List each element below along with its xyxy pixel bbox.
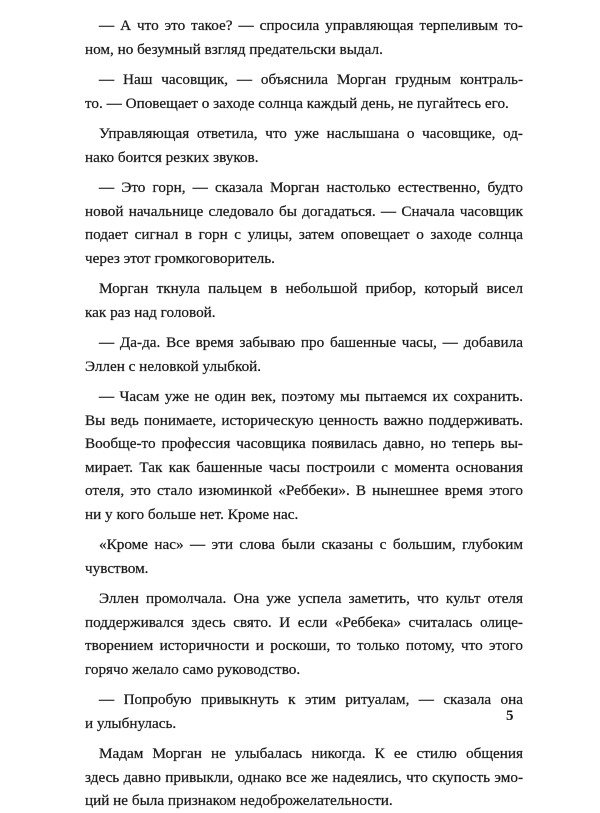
paragraph	[85, 68, 523, 115]
text-line: подает сигнал в горн с улицы, затем оповещает о заходе солнца	[85, 226, 523, 243]
paragraph	[85, 742, 523, 813]
text-line: Эллен с неловкой улыбкой.	[85, 357, 262, 375]
book-page-text	[85, 14, 523, 813]
paragraph	[85, 587, 523, 681]
text-line: — Наш часовщик, — объяснила Морган грудным контраль-	[99, 71, 523, 88]
text-line: Вы ведь понимаете, историческую ценность важно поддерживать.	[85, 411, 523, 429]
text-line: Управляющая ответила, что уже наслышана о часовщике, од-	[99, 125, 523, 142]
text-line: Морган ткнула пальцем в небольшой прибор, который висел	[99, 280, 523, 297]
text-line: и улыбнулась.	[85, 714, 177, 732]
text-line: — Попробую привыкнуть к этим ритуалам, — сказала она	[99, 691, 523, 708]
text-line: творением историчности и роскоши, то только потому, что этого	[85, 637, 523, 654]
text-line: — А что это такое? — спросила управляющая терпеливым то-	[99, 17, 523, 34]
text-line: мирает. Так как башенные часы построили с момента основания	[85, 458, 523, 476]
paragraph	[85, 122, 523, 169]
text-line: «Кроме нас» — эти слова были сказаны с большим, глубоким	[99, 536, 523, 553]
text-line: — Это горн, — сказала Морган настолько естественно, будто	[99, 179, 523, 196]
text-line: чувством.	[85, 559, 149, 577]
text-line: Вообще-то профессия часовщика появилась давно, но теперь вы-	[85, 435, 523, 452]
text-line: то. — Оповещает о заходе солнца каждый день, не пугайтесь его.	[85, 94, 509, 112]
paragraph	[85, 533, 523, 580]
text-line: горячо желало само руководство.	[85, 660, 301, 678]
paragraph	[85, 688, 523, 735]
text-line: ни у кого больше нет. Кроме нас.	[85, 505, 299, 523]
text-line: ций не была признаком недоброжелательности.	[85, 792, 393, 809]
page-number: 5	[506, 708, 514, 724]
text-line: нако боится резких звуков.	[85, 148, 259, 166]
paragraph	[85, 277, 523, 324]
text-line: как раз над головой.	[85, 303, 216, 321]
paragraph	[85, 176, 523, 270]
text-line: ном, но безумный взгляд предательски выдал.	[85, 40, 383, 58]
text-line: Мадам Морган не улыбалась никогда. К ее стилю общения	[99, 745, 523, 762]
text-line: через этот громкоговоритель.	[85, 249, 275, 267]
text-line: новой начальнице следовало бы догадаться. — Сначала часовщик	[85, 202, 523, 220]
paragraph	[85, 14, 523, 61]
text-line: — Да-да. Все время забываю про башенные часы, — добавила	[99, 334, 523, 351]
text-line: отеля, это стало изюминкой «Реббеки». В нынешнее время этого	[85, 482, 523, 499]
text-line: — Часам уже не один век, поэтому мы пытаемся их сохранить.	[99, 388, 523, 405]
text-line: здесь давно привыкли, однако все же надеялись, что скупость эмо-	[85, 768, 523, 786]
paragraph	[85, 331, 523, 378]
text-line: поддерживался здесь свято. И если «Реббека» считалась олице-	[85, 613, 523, 631]
text-line: Эллен промолчала. Она уже успела заметить, что культ отеля	[99, 590, 523, 607]
paragraph	[85, 385, 523, 526]
